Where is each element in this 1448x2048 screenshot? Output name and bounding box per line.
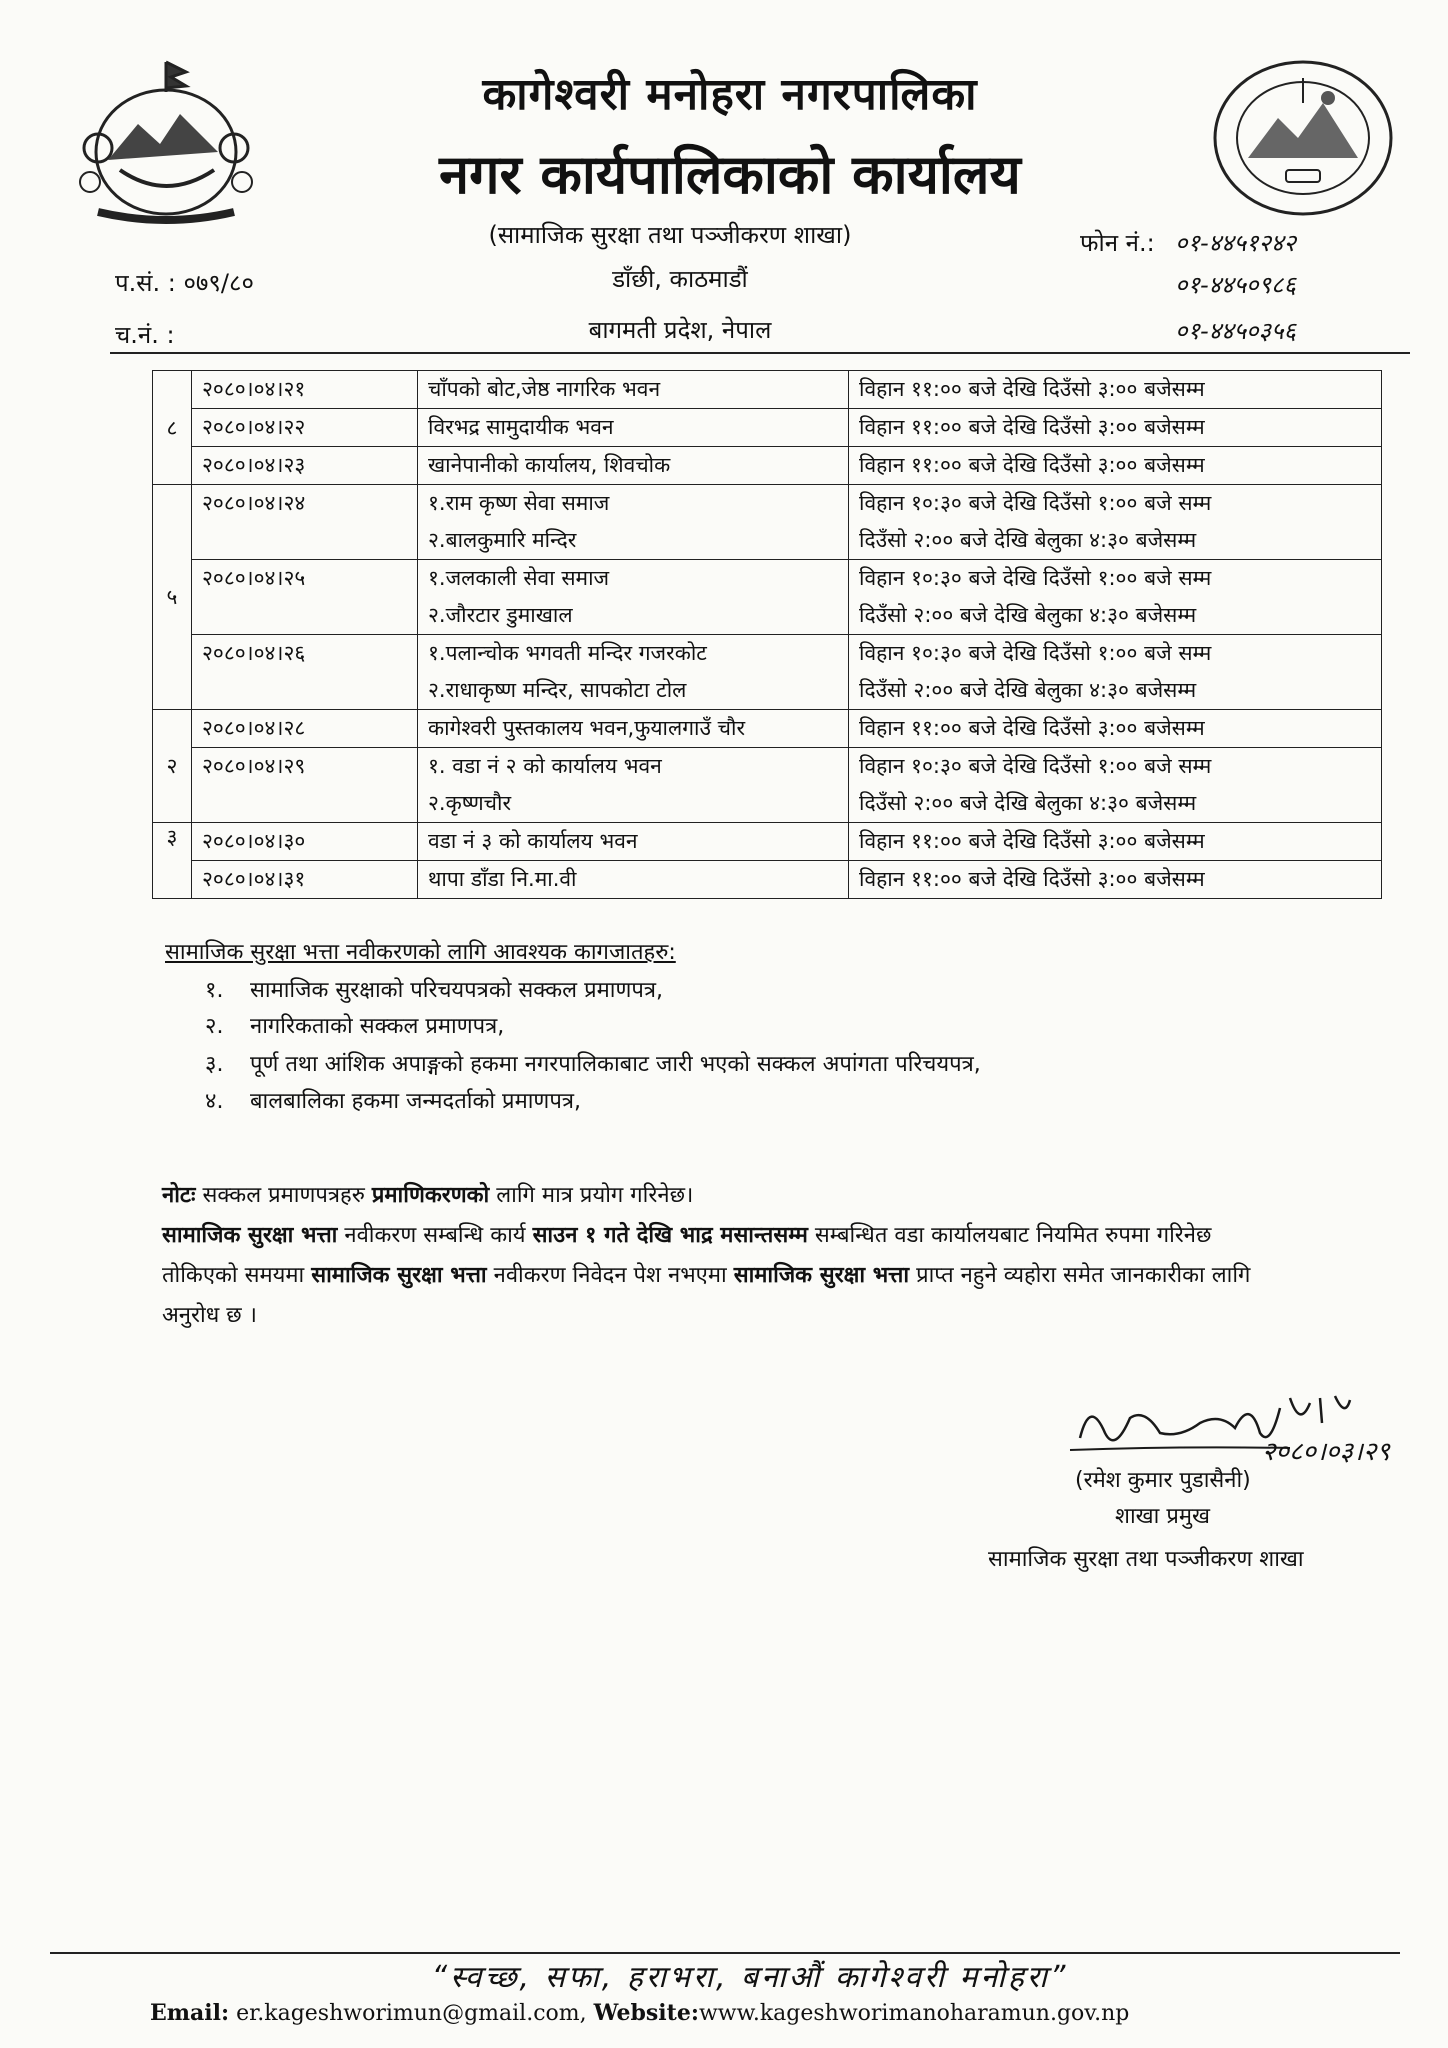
nepal-government-emblem bbox=[68, 52, 264, 232]
table-row bbox=[153, 560, 1382, 635]
list-item bbox=[205, 1085, 581, 1115]
ward-number: २ bbox=[153, 710, 192, 823]
time-cell: दिउँसो २:०० बजे देखि बेलुका ४:३० बजेसम्म bbox=[859, 791, 1197, 815]
note-block bbox=[162, 1176, 1362, 1336]
required-documents-heading: सामाजिक सुरक्षा भत्ता नवीकरणको लागि आवश्यक कागजातहरु: bbox=[165, 940, 676, 965]
ward-number: ५ bbox=[153, 485, 192, 710]
note-text: तोकिएको समयमा bbox=[162, 1263, 312, 1288]
table-row bbox=[153, 823, 1382, 861]
list-text: नागरिकताको सक्कल प्रमाणपत्र, bbox=[250, 1014, 505, 1039]
time-cell: विहान ११:०० बजे देखि दिउँसो ३:०० बजेसम्म bbox=[859, 415, 1205, 439]
time-cell: विहान ११:०० बजे देखि दिउँसो ३:०० बजेसम्म bbox=[859, 716, 1205, 740]
note-bold: सामाजिक सुरक्षा भत्ता bbox=[311, 1263, 487, 1288]
note-bold: साउन १ गते देखि भाद्र मसान्तसम्म bbox=[532, 1223, 808, 1248]
footer-contact bbox=[150, 2000, 1350, 2026]
date-cell: २०८०।०४।२२ bbox=[202, 415, 306, 439]
table-row bbox=[153, 635, 1382, 710]
table-row bbox=[153, 409, 1382, 447]
time-cell: दिउँसो २:०० बजे देखि बेलुका ४:३० बजेसम्म bbox=[859, 603, 1197, 627]
time-cell: विहान ११:०० बजे देखि दिउँसो ३:०० बजेसम्म bbox=[859, 867, 1205, 891]
place-cell: २.राधाकृष्ण मन्दिर, सापकोटा टोल bbox=[428, 678, 687, 702]
note-text: अनुरोध छ । bbox=[162, 1303, 257, 1328]
date-cell: २०८०।०४।२८ bbox=[202, 716, 306, 740]
time-cell: विहान ११:०० बजे देखि दिउँसो ३:०० बजेसम्म bbox=[859, 453, 1205, 477]
date-cell: २०८०।०४।२५ bbox=[202, 566, 306, 590]
time-cell: विहान १०:३० बजे देखि दिउँसो १:०० बजे सम्म bbox=[859, 754, 1212, 778]
date-cell: २०८०।०४।२१ bbox=[202, 377, 306, 401]
date-cell: २०८०।०४।२४ bbox=[202, 491, 306, 515]
email-link[interactable]: er.kageshworimun@gmail.com, bbox=[229, 2001, 594, 2026]
date-cell: २०८०।०४।३१ bbox=[202, 867, 306, 891]
reference-number: प.सं. : ०७९/८० bbox=[115, 269, 254, 297]
note-paragraph bbox=[162, 1296, 1362, 1336]
note-text: नवीकरण निवेदन पेश नभएमा bbox=[486, 1263, 734, 1288]
list-text: पूर्ण तथा आंशिक अपाङ्गको हकमा नगरपालिकाबाट जारी भएको सक्कल अपांगता परिचयपत्र, bbox=[250, 1052, 981, 1077]
dispatch-number: च.नं. : bbox=[115, 321, 175, 349]
phone-number-1: ०१-४४५१२४२ bbox=[1175, 229, 1296, 257]
note-text: लागि मात्र प्रयोग गरिनेछ। bbox=[489, 1183, 694, 1208]
place-cell: १.जलकाली सेवा समाज bbox=[428, 566, 610, 590]
note-bold: सामाजिक सुरक्षा भत्ता bbox=[162, 1223, 338, 1248]
place-cell: १.राम कृष्ण सेवा समाज bbox=[428, 491, 610, 515]
place-cell: १.पलान्चोक भगवती मन्दिर गजरकोट bbox=[428, 641, 707, 665]
list-number: २. bbox=[205, 1014, 224, 1039]
table-row bbox=[153, 748, 1382, 823]
schedule-table bbox=[152, 370, 1382, 899]
phone-number-3: ०१-४४५०३५६ bbox=[1175, 317, 1296, 345]
website-label: Website: bbox=[593, 2000, 699, 2026]
place-cell: थापा डाँडा नि.मा.वी bbox=[428, 867, 577, 891]
place-cell: २.कृष्णचौर bbox=[428, 791, 512, 815]
place-cell: २.जौरटार डुमाखाल bbox=[428, 603, 573, 627]
ward-number: ३ bbox=[153, 823, 192, 899]
note-line bbox=[162, 1176, 1362, 1216]
list-item bbox=[205, 1010, 504, 1040]
address-line-2: बागमती प्रदेश, नेपाल bbox=[588, 316, 772, 344]
note-text: सक्कल प्रमाणपत्रहरु bbox=[195, 1183, 372, 1208]
list-item bbox=[205, 974, 663, 1004]
place-cell: वडा नं ३ को कार्यालय भवन bbox=[428, 829, 638, 853]
date-cell: २०८०।०४।२९ bbox=[202, 754, 306, 778]
signatory-title: शाखा प्रमुख bbox=[1115, 1504, 1211, 1529]
note-text: सम्बन्धित वडा कार्यालयबाट नियमित रुपमा गरिनेछ bbox=[807, 1223, 1212, 1248]
ward-number: ८ bbox=[153, 371, 192, 485]
signatory-name: (रमेश कुमार पुडासैनी) bbox=[1075, 1468, 1251, 1493]
table-row bbox=[153, 485, 1382, 560]
date-cell: २०८०।०४।२३ bbox=[202, 453, 306, 477]
place-cell: चाँपको बोट,जेष्ठ नागरिक भवन bbox=[428, 377, 661, 401]
municipality-seal bbox=[1208, 58, 1398, 218]
org-name: कागेश्वरी मनोहरा नगरपालिका bbox=[482, 69, 978, 120]
place-cell: खानेपानीको कार्यालय, शिवचोक bbox=[428, 453, 671, 477]
place-cell: विरभद्र सामुदायीक भवन bbox=[428, 415, 614, 439]
office-name: नगर कार्यपालिकाको कार्यालय bbox=[439, 143, 1021, 206]
note-bold: प्रमाणिकरणको bbox=[371, 1183, 490, 1208]
note-text: नवीकरण सम्बन्धि कार्य bbox=[337, 1223, 533, 1248]
signature-date: २०८०।०३।२९ bbox=[1262, 1437, 1390, 1467]
footer-divider bbox=[50, 1952, 1400, 1954]
time-cell: विहान १०:३० बजे देखि दिउँसो १:०० बजे सम्म bbox=[859, 566, 1212, 590]
email-label: Email: bbox=[150, 2000, 230, 2026]
list-number: १. bbox=[205, 978, 224, 1003]
website-link[interactable]: www.kageshworimanoharamun.gov.np bbox=[698, 2001, 1130, 2026]
date-cell: २०८०।०४।३० bbox=[202, 829, 306, 853]
table-row bbox=[153, 371, 1382, 409]
list-text: बालबालिका हकमा जन्मदर्ताको प्रमाणपत्र, bbox=[250, 1089, 581, 1114]
list-text: सामाजिक सुरक्षाको परिचयपत्रको सक्कल प्रमाणपत्र, bbox=[250, 978, 663, 1003]
phone-label: फोन नं.: bbox=[1080, 229, 1155, 257]
time-cell: दिउँसो २:०० बजे देखि बेलुका ४:३० बजेसम्म bbox=[859, 678, 1197, 702]
list-number: ३. bbox=[205, 1052, 224, 1077]
time-cell: विहान ११:०० बजे देखि दिउँसो ३:०० बजेसम्म bbox=[859, 829, 1205, 853]
place-cell: कागेश्वरी पुस्तकालय भवन,फुयालगाउँ चौर bbox=[428, 716, 746, 740]
header-divider bbox=[110, 352, 1410, 354]
table-row bbox=[153, 710, 1382, 748]
time-cell: विहान १०:३० बजे देखि दिउँसो १:०० बजे सम्म bbox=[859, 491, 1212, 515]
footer-slogan: “स्वच्छ, सफा, हराभरा, बनाऔं कागेश्वरी मनोहरा” bbox=[431, 1960, 1069, 1995]
time-cell: विहान ११:०० बजे देखि दिउँसो ३:०० बजेसम्म bbox=[859, 377, 1205, 401]
list-number: ४. bbox=[205, 1089, 224, 1114]
note-label: नोटः bbox=[162, 1183, 196, 1208]
note-paragraph bbox=[162, 1216, 1362, 1256]
branch-name: (सामाजिक सुरक्षा तथा पञ्जीकरण शाखा) bbox=[488, 221, 852, 249]
place-cell: १. वडा नं २ को कार्यालय भवन bbox=[428, 754, 662, 778]
table-row bbox=[153, 861, 1382, 899]
note-paragraph bbox=[162, 1256, 1362, 1296]
note-text: प्राप्त नहुने व्यहोरा समेत जानकारीका लागि bbox=[909, 1263, 1251, 1288]
note-bold: सामाजिक सुरक्षा भत्ता bbox=[733, 1263, 910, 1288]
address-line-1: डाँछी, काठमाडौं bbox=[612, 265, 748, 293]
date-cell: २०८०।०४।२६ bbox=[202, 641, 306, 665]
time-cell: दिउँसो २:०० बजे देखि बेलुका ४:३० बजेसम्म bbox=[859, 528, 1197, 552]
list-item bbox=[205, 1048, 981, 1078]
phone-number-2: ०१-४४५०९८६ bbox=[1175, 271, 1296, 299]
place-cell: २.बालकुमारि मन्दिर bbox=[428, 528, 577, 552]
table-row bbox=[153, 447, 1382, 485]
signatory-branch: सामाजिक सुरक्षा तथा पञ्जीकरण शाखा bbox=[988, 1547, 1304, 1572]
time-cell: विहान १०:३० बजे देखि दिउँसो १:०० बजे सम्म bbox=[859, 641, 1212, 665]
